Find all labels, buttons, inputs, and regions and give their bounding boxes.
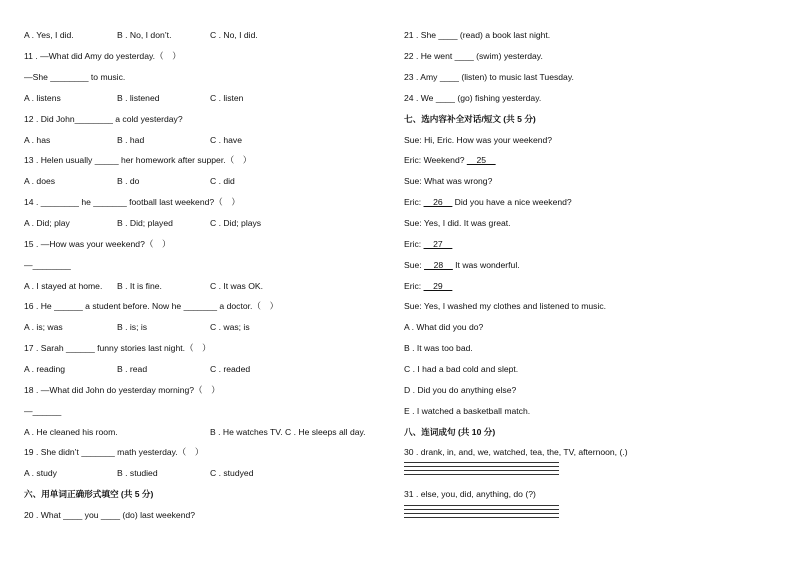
section-7-heading: 七、选内容补全对话/短文 (共 5 分) [404, 114, 536, 124]
question-24: 24 . We ____ (go) fishing yesterday. [404, 93, 542, 103]
option-b[interactable]: B . is; is [117, 322, 148, 332]
choice-c[interactable]: C . I had a bad cold and slept. [404, 364, 519, 374]
option-b[interactable]: B . studied [117, 468, 158, 478]
question-11: 11 . —What did Amy do yesterday.（ ） [24, 51, 181, 61]
question-14: 14 . ________ he _______ football last weekend?（ ） [24, 197, 240, 207]
option-a[interactable]: A . is; was [24, 322, 63, 332]
speaker-text: Sue: [404, 260, 425, 270]
speaker-text: Eric: Weekend? [404, 155, 467, 165]
dialogue-line-7 [404, 259, 520, 271]
option-b[interactable]: B . No, I don’t. [117, 30, 172, 40]
answer-rule [404, 474, 559, 475]
question-19: 19 . She didn’t _______ math yesterday.（ ） [24, 447, 204, 457]
option-a[interactable]: A . Yes, I did. [24, 30, 74, 40]
question-21: 21 . She ____ (read) a book last night. [404, 30, 551, 40]
dialogue-line-3: Sue: What was wrong? [404, 176, 493, 186]
option-b[interactable]: B . Did; played [117, 218, 173, 228]
blank-27[interactable]: __27__ [423, 239, 453, 249]
blank-28[interactable]: __28__ [424, 260, 453, 270]
speaker-text: Eric: [404, 281, 424, 291]
choice-b[interactable]: B . It was too bad. [404, 343, 473, 353]
choice-d[interactable]: D . Did you do anything else? [404, 385, 517, 395]
dialogue-line-2 [404, 154, 496, 166]
option-c[interactable]: C . readed [210, 364, 251, 374]
question-17: 17 . Sarah ______ funny stories last night.（ ） [24, 343, 211, 353]
option-a[interactable]: A . study [24, 468, 57, 478]
option-c[interactable]: C . was; is [210, 322, 250, 332]
dialogue-text: It was wonderful. [452, 260, 520, 270]
question-11-answer-line: —She ________ to music. [24, 72, 126, 82]
question-13: 13 . Helen usually _____ her homework after supper.（ ） [24, 155, 252, 165]
option-c[interactable]: C . No, I did. [210, 30, 258, 40]
answer-rule [404, 505, 559, 506]
question-30: 30 . drank, in, and, we, watched, tea, the, TV, afternoon, (.) [404, 447, 628, 457]
option-c[interactable]: C . studyed [210, 468, 254, 478]
answer-rule [404, 462, 559, 463]
question-18: 18 . —What did John do yesterday morning?（ ） [24, 385, 220, 395]
answer-rule [404, 470, 559, 471]
blank-26[interactable]: __26__ [423, 197, 453, 207]
choice-a[interactable]: A . What did you do? [404, 322, 484, 332]
dialogue-line-4 [404, 196, 572, 208]
speaker-text: Eric: [404, 239, 424, 249]
dialogue-text: Did you have a nice weekend? [452, 197, 572, 207]
option-c[interactable]: C . Did; plays [210, 218, 262, 228]
question-15-answer-line: —________ [24, 260, 71, 270]
option-a[interactable]: A . He cleaned his room. [24, 427, 118, 437]
answer-lines-31[interactable] [404, 505, 559, 521]
answer-lines-30[interactable] [404, 462, 559, 478]
dialogue-line-9: Sue: Yes, I washed my clothes and listened to music. [404, 301, 607, 311]
option-b[interactable]: B . It is fine. [117, 281, 162, 291]
option-b[interactable]: B . listened [117, 93, 160, 103]
choice-e[interactable]: E . I watched a basketball match. [404, 406, 531, 416]
speaker-text: Eric: [404, 197, 424, 207]
option-c[interactable]: C . listen [210, 93, 244, 103]
question-12: 12 . Did John________ a cold yesterday? [24, 114, 183, 124]
question-20: 20 . What ____ you ____ (do) last weekend? [24, 510, 196, 520]
option-a[interactable]: A . has [24, 135, 51, 145]
section-8-heading: 八、连词成句 (共 10 分) [404, 427, 496, 437]
question-22: 22 . He went ____ (swim) yesterday. [404, 51, 543, 61]
option-a[interactable]: A . reading [24, 364, 66, 374]
option-c[interactable]: C . It was OK. [210, 281, 264, 291]
question-15: 15 . —How was your weekend?（ ） [24, 239, 171, 249]
dialogue-line-5: Sue: Yes, I did. It was great. [404, 218, 511, 228]
answer-rule [404, 466, 559, 467]
question-31: 31 . else, you, did, anything, do (?) [404, 489, 536, 499]
answer-rule [404, 517, 559, 518]
blank-29[interactable]: __29__ [423, 281, 453, 291]
option-b[interactable]: B . do [117, 176, 140, 186]
dialogue-line-6 [404, 238, 452, 250]
option-a[interactable]: A . does [24, 176, 56, 186]
question-23: 23 . Amy ____ (listen) to music last Tuesday. [404, 72, 574, 82]
option-b-c[interactable]: B . He watches TV. C . He sleeps all day. [210, 427, 366, 437]
question-16: 16 . He ______ a student before. Now he _______ a doctor.（ ） [24, 301, 279, 311]
option-b[interactable]: B . read [117, 364, 148, 374]
dialogue-line-1: Sue: Hi, Eric. How was your weekend? [404, 135, 553, 145]
answer-rule [404, 513, 559, 514]
blank-25[interactable]: __25__ [466, 155, 496, 165]
option-a[interactable]: A . listens [24, 93, 61, 103]
option-a[interactable]: A . I stayed at home. [24, 281, 103, 291]
option-c[interactable]: C . have [210, 135, 243, 145]
option-b[interactable]: B . had [117, 135, 145, 145]
option-a[interactable]: A . Did; play [24, 218, 70, 228]
question-18-answer-line: —______ [24, 406, 62, 416]
dialogue-line-8 [404, 280, 452, 292]
section-6-heading: 六、用单词正确形式填空 (共 5 分) [24, 489, 154, 499]
answer-rule [404, 509, 559, 510]
option-c[interactable]: C . did [210, 176, 235, 186]
